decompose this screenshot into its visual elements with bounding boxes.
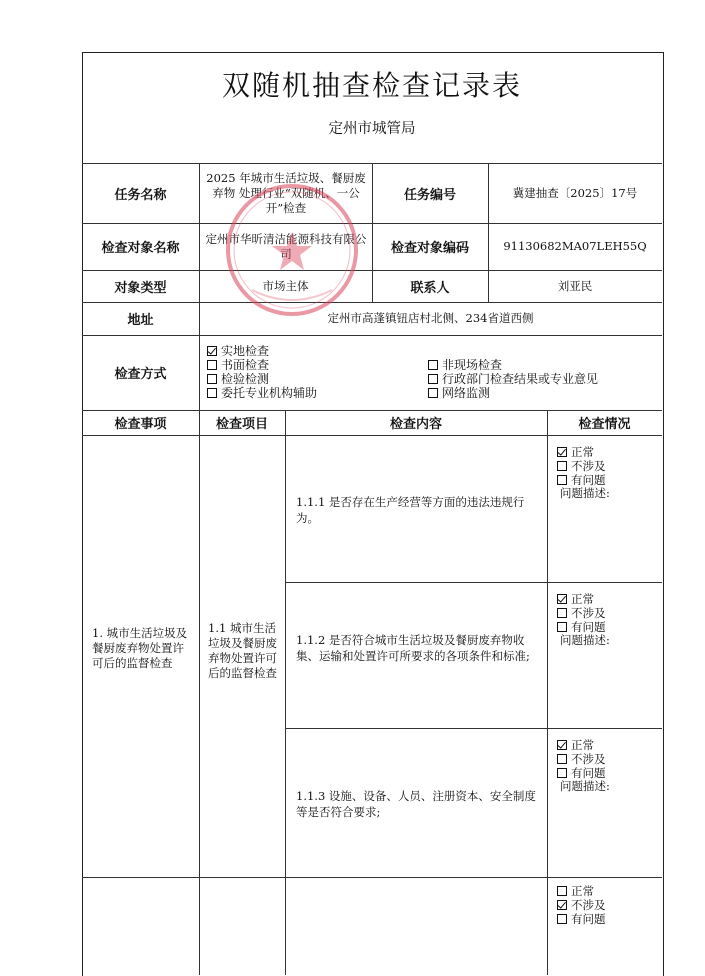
checkbox-icon xyxy=(557,740,567,750)
address-label: 地址 xyxy=(127,313,154,328)
status-not-applicable[interactable]: 不涉及 xyxy=(557,460,610,474)
task-number-value: 冀建抽查〔2025〕17号 xyxy=(512,185,638,200)
checkbox-icon xyxy=(557,447,567,457)
official-seal-icon xyxy=(222,180,362,320)
checkbox-icon xyxy=(207,346,217,356)
rule-item2 xyxy=(285,728,662,729)
status-item-2 xyxy=(557,593,610,648)
checkbox-icon xyxy=(557,594,567,604)
status-has-issue[interactable]: 有问题 xyxy=(557,621,610,635)
task-number-label: 任务编号 xyxy=(403,187,456,203)
status-normal[interactable]: 正常 xyxy=(557,885,606,899)
checkbox-icon xyxy=(557,461,567,471)
content-item-2: 1.1.2 是否符合城市生活垃圾及餐厨废弃物收集、运输和处置许可所要求的各项条件和标准; xyxy=(296,633,530,663)
status-normal[interactable]: 正常 xyxy=(557,446,610,460)
status-has-issue[interactable]: 有问题 xyxy=(557,474,610,488)
object-type-value: 市场主体 xyxy=(262,278,309,293)
status-normal[interactable]: 正常 xyxy=(557,739,610,753)
object-type-label: 对象类型 xyxy=(114,280,167,296)
status-not-applicable[interactable]: 不涉及 xyxy=(557,753,610,767)
contact-label: 联系人 xyxy=(410,280,450,296)
inspection-matter: 1. 城市生活垃圾及餐厨废弃物处置许可后的监督检查 xyxy=(92,626,188,670)
checkbox-icon xyxy=(557,608,567,618)
checkbox-icon xyxy=(557,475,567,485)
checkbox-icon xyxy=(207,360,217,370)
content-item-3: 1.1.3 设施、设备、人员、注册资本、安全制度等是否符合要求; xyxy=(296,789,536,819)
inspection-project: 1.1 城市生活垃圾及餐厨废弃物处置许可后的监督检查 xyxy=(208,621,277,680)
task-name-value: 2025 年城市生活垃圾、餐厨废弃物 处理行业“双随机、一公开”检查 xyxy=(206,170,366,215)
method-option-remote[interactable]: 非现场检查 xyxy=(428,358,502,372)
content-item-1: 1.1.1 是否存在生产经营等方面的违法违规行为。 xyxy=(296,495,525,525)
status-normal[interactable]: 正常 xyxy=(557,593,610,607)
status-item-1 xyxy=(557,446,610,501)
col-rule-1 xyxy=(199,410,200,975)
method-option-network[interactable]: 网络监测 xyxy=(428,386,490,400)
checkbox-icon xyxy=(557,886,567,896)
checkbox-icon xyxy=(428,388,438,398)
contact-value: 刘亚民 xyxy=(557,278,593,293)
problem-label: 问题描述: xyxy=(560,633,610,648)
method-option-testing[interactable]: 检验检测 xyxy=(207,372,269,386)
col-rule-method xyxy=(199,335,200,410)
header-project: 检查项目 xyxy=(215,417,268,432)
col-rule-3 xyxy=(547,410,548,975)
checkbox-icon xyxy=(428,374,438,384)
object-name-label: 检查对象名称 xyxy=(101,241,180,256)
checkbox-icon xyxy=(557,914,567,924)
task-name-label: 任务名称 xyxy=(114,187,167,203)
status-not-applicable[interactable]: 不涉及 xyxy=(557,607,610,621)
rule-table-header xyxy=(82,435,662,436)
object-code-value: 91130682MA07LEH55Q xyxy=(503,239,647,253)
method-option-onsite[interactable]: 实地检查 xyxy=(207,344,269,358)
rule-item1 xyxy=(285,582,662,583)
problem-label: 问题描述: xyxy=(560,779,610,794)
method-option-admin-result[interactable]: 行政部门检查结果或专业意见 xyxy=(428,372,598,386)
status-has-issue[interactable]: 有问题 xyxy=(557,913,606,927)
status-item-4 xyxy=(557,885,606,926)
address-value: 定州市高蓬镇钮店村北侧、234省道西侧 xyxy=(327,311,534,325)
status-item-3 xyxy=(557,739,610,794)
document-subtitle: 定州市城管局 xyxy=(328,120,416,137)
checkbox-icon xyxy=(207,374,217,384)
checkbox-icon xyxy=(557,900,567,910)
problem-label: 问题描述: xyxy=(560,486,610,501)
checkbox-icon xyxy=(557,622,567,632)
checkbox-icon xyxy=(207,388,217,398)
method-option-written[interactable]: 书面检查 xyxy=(207,358,269,372)
document-title: 双随机抽查检查记录表 xyxy=(221,69,522,102)
checkbox-icon xyxy=(557,768,567,778)
col-rule-2 xyxy=(285,410,286,975)
header-content: 检查内容 xyxy=(389,417,442,432)
header-matter: 检查事项 xyxy=(114,417,167,432)
status-not-applicable[interactable]: 不涉及 xyxy=(557,899,606,913)
header-status: 检查情况 xyxy=(578,417,631,432)
rule-item3 xyxy=(82,877,662,878)
object-code-label: 检查对象编码 xyxy=(390,241,469,256)
object-name-value: 定州市华昕清洁能源科技有限公司 xyxy=(205,231,367,261)
method-option-agency[interactable]: 委托专业机构辅助 xyxy=(207,386,317,400)
checkbox-icon xyxy=(428,360,438,370)
checkbox-icon xyxy=(557,754,567,764)
status-has-issue[interactable]: 有问题 xyxy=(557,767,610,781)
method-label: 检查方式 xyxy=(114,367,167,382)
